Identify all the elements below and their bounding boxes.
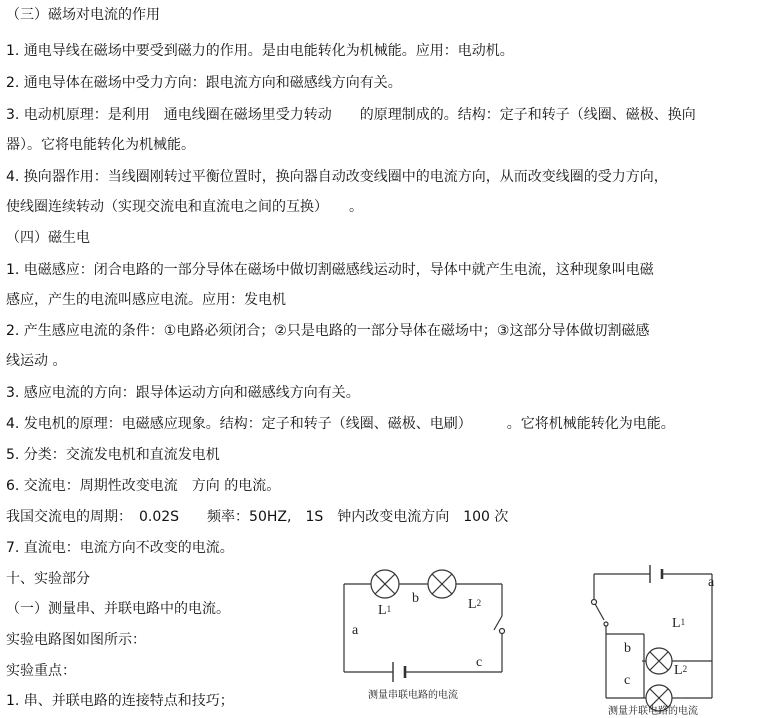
point-c-label: c (476, 655, 483, 670)
text-line: 1. 通电导线在磁场中要受到磁力的作用。是由电能转化为机械能。应用：电动机。 (6, 43, 514, 59)
lamp-l1-icon (371, 570, 399, 598)
text-line: 我国交流电的周期： 0.02S 频率：50HZ, 1S 钟内改变电流方向 100 次 (6, 509, 509, 525)
text-line: 3. 感应电流的方向：跟导体运动方向和磁感线方向有关。 (6, 385, 360, 401)
lamp-l2-label: L2 (468, 597, 482, 612)
text-line: 4. 换向器作用：当线圈刚转过平衡位置时，换向器自动改变线圈中的电流方向，从而改变线圈的受力方向， (6, 169, 668, 185)
section-heading: （三）磁场对电流的作用 (6, 7, 160, 23)
lamp-l1-label: L1 (378, 603, 392, 618)
section-heading: 十、实验部分 (6, 571, 90, 587)
point-a-label: a (352, 623, 359, 638)
parallel-circuit-caption: 测量并联电路的电流 (608, 706, 698, 717)
text-line: （一）测量串、并联电路中的电流。 (6, 601, 230, 617)
text-line: 5. 分类：交流发电机和直流发电机 (6, 447, 220, 463)
text-line: 线运动 。 (6, 353, 67, 369)
point-b-label: b (412, 591, 419, 606)
lamp-l2-label: L2 (674, 663, 688, 678)
text-line: 6. 交流电：周期性改变电流 方向 的电流。 (6, 478, 281, 494)
point-a-label: a (708, 575, 715, 590)
series-circuit-caption: 测量串联电路的电流 (368, 690, 458, 701)
text-line: 1. 电磁感应：闭合电路的一部分导体在磁场中做切割磁感线运动时，导体中就产生电流，这种现象叫电磁 (6, 262, 654, 278)
text-line: 2. 产生感应电流的条件：①电路必须闭合；②只是电路的一部分导体在磁场中；③这部分导体做切割磁感 (6, 323, 650, 339)
series-circuit-diagram (330, 560, 530, 710)
point-c-label: c (624, 673, 631, 688)
text-line: 实验重点： (6, 663, 76, 679)
lamp-l1-label: L1 (672, 616, 686, 631)
text-line: 实验电路图如图所示： (6, 632, 146, 648)
point-b-label: b (624, 641, 631, 656)
text-line: 4. 发电机的原理：电磁感应现象。结构：定子和转子（线圈、磁极、电刷） 。它将机械能转化为电能。 (6, 416, 675, 432)
text-line: 感应，产生的电流叫感应电流。应用：发电机 (6, 292, 286, 308)
section-heading: （四）磁生电 (6, 230, 90, 246)
text-line: 3. 电动机原理：是利用 通电线圈在磁场里受力转动 的原理制成的。结构：定子和转子（线圈、磁极、换向 (6, 107, 696, 123)
text-line: 2. 通电导体在磁场中受力方向：跟电流方向和磁感线方向有关。 (6, 75, 402, 91)
text-line: 7. 直流电：电流方向不改变的电流。 (6, 540, 234, 556)
text-line: 1. 串、并联电路的连接特点和技巧； (6, 693, 234, 709)
text-line: 器）。它将电能转化为机械能。 (6, 137, 195, 153)
parallel-circuit-diagram (580, 560, 760, 718)
text-line: 使线圈连续转动（实现交流电和直流电之间的互换） 。 (6, 199, 363, 215)
lamp-l2-icon (428, 570, 456, 598)
